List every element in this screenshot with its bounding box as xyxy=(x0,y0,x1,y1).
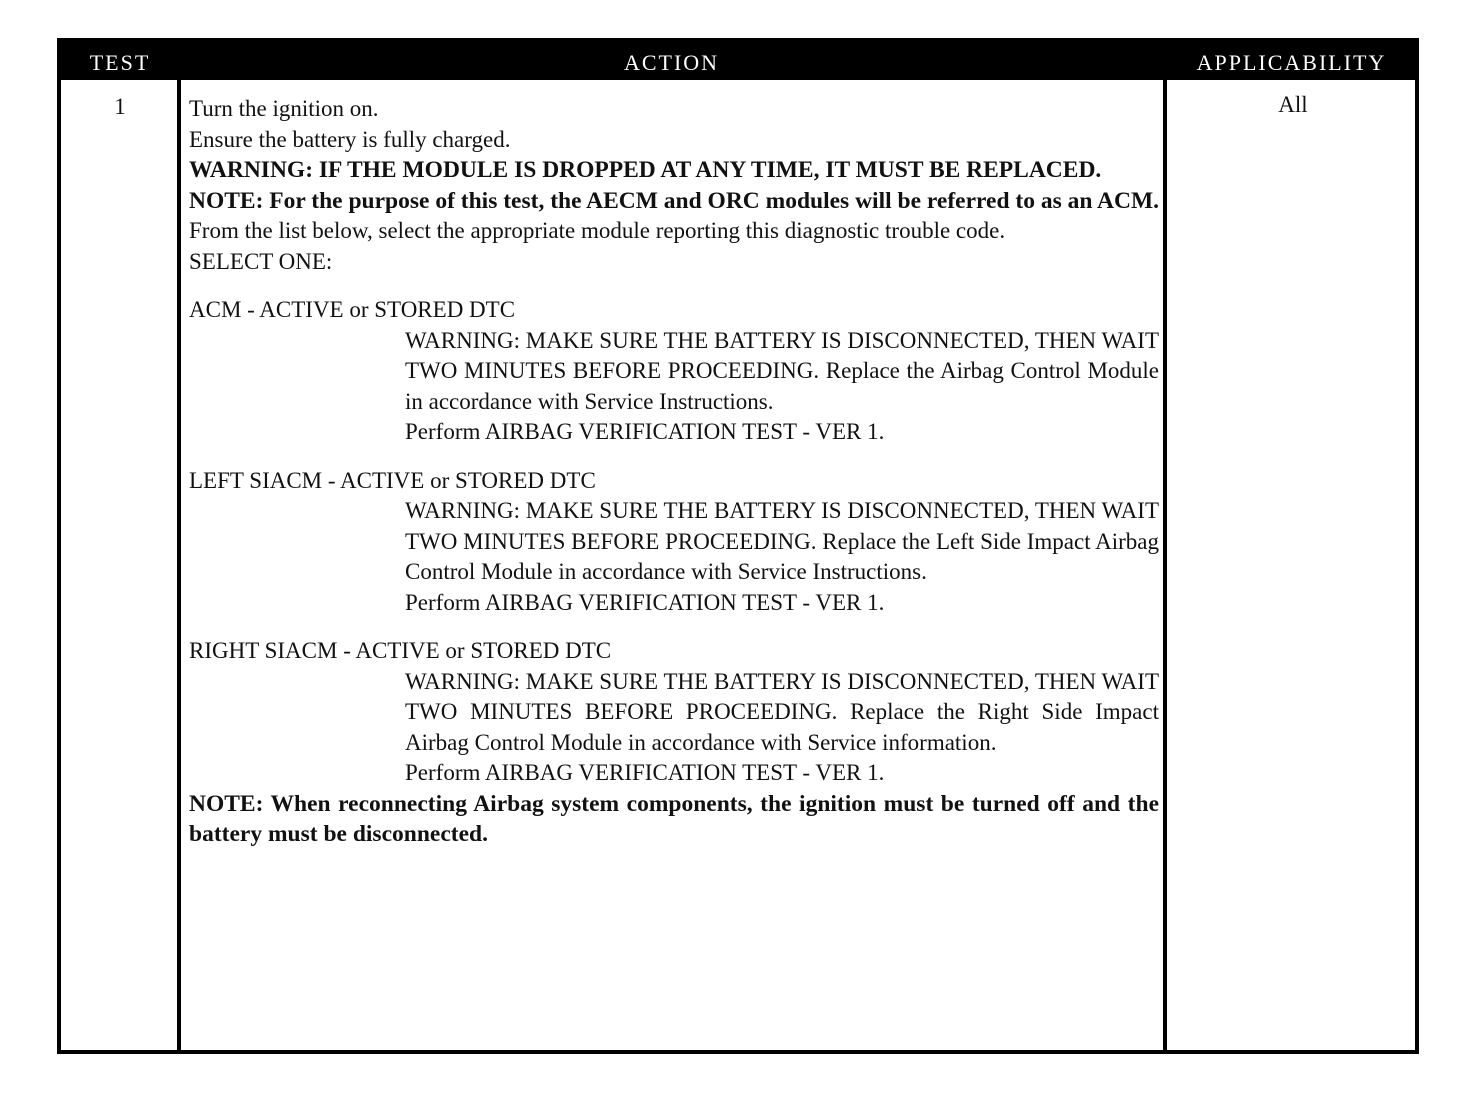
module-naming-note: NOTE: For the purpose of this test, the AECM and ORC modules will be referred to as an ACM. xyxy=(189,187,1160,214)
option-title: LEFT SIACM - ACTIVE or STORED DTC xyxy=(189,467,596,493)
action-cell xyxy=(189,94,1159,850)
applicability-value: All xyxy=(1278,92,1308,117)
module-drop-warning: WARNING: IF THE MODULE IS DROPPED AT ANY TIME, IT MUST BE REPLACED. xyxy=(189,157,1102,183)
option-perform: Perform AIRBAG VERIFICATION TEST - VER 1. xyxy=(405,760,885,785)
option-perform: Perform AIRBAG VERIFICATION TEST - VER 1. xyxy=(405,419,885,444)
test-number: 1 xyxy=(114,94,126,119)
header-applicability: APPLICABILITY xyxy=(1196,50,1387,75)
header-action: ACTION xyxy=(623,50,720,75)
intro-line-2: Ensure the battery is fully charged. xyxy=(189,126,511,152)
column-divider-2 xyxy=(1163,80,1167,1050)
option-title: ACM - ACTIVE or STORED DTC xyxy=(189,297,516,322)
table-header xyxy=(61,42,1415,80)
option-left-siacm xyxy=(189,466,1159,619)
option-title: RIGHT SIACM - ACTIVE or STORED DTC xyxy=(189,638,612,663)
diagnostic-table xyxy=(57,38,1419,1054)
column-divider-1 xyxy=(177,80,181,1050)
reconnect-note: NOTE: When reconnecting Airbag system components, the ignition must be turned off and the battery must be disconnected. xyxy=(189,790,1159,847)
option-warning: WARNING: MAKE SURE THE BATTERY IS DISCONNECTED, THEN WAIT TWO MINUTES BEFORE PROCEEDING. Replace the Airbag Control Module in accordance with Service Instructions. xyxy=(405,327,1159,414)
header-test: TEST xyxy=(89,50,151,75)
select-one-label: SELECT ONE: xyxy=(189,248,333,274)
intro-line-1: Turn the ignition on. xyxy=(189,96,379,121)
option-warning: WARNING: MAKE SURE THE BATTERY IS DISCONNECTED, THEN WAIT TWO MINUTES BEFORE PROCEEDING. Replace the Right Side Impact Airbag Control Module in accordance with Service information. xyxy=(405,668,1159,755)
option-right-siacm xyxy=(189,636,1159,789)
option-warning: WARNING: MAKE SURE THE BATTERY IS DISCONNECTED, THEN WAIT TWO MINUTES BEFORE PROCEEDING. Replace the Left Side Impact Airbag Control Module in accordance with Service Instructions. xyxy=(405,498,1159,584)
option-perform: Perform AIRBAG VERIFICATION TEST - VER 1. xyxy=(405,589,885,615)
selection-instruction: From the list below, select the appropriate module reporting this diagnostic trouble code. xyxy=(189,218,1006,243)
option-acm xyxy=(189,295,1159,448)
